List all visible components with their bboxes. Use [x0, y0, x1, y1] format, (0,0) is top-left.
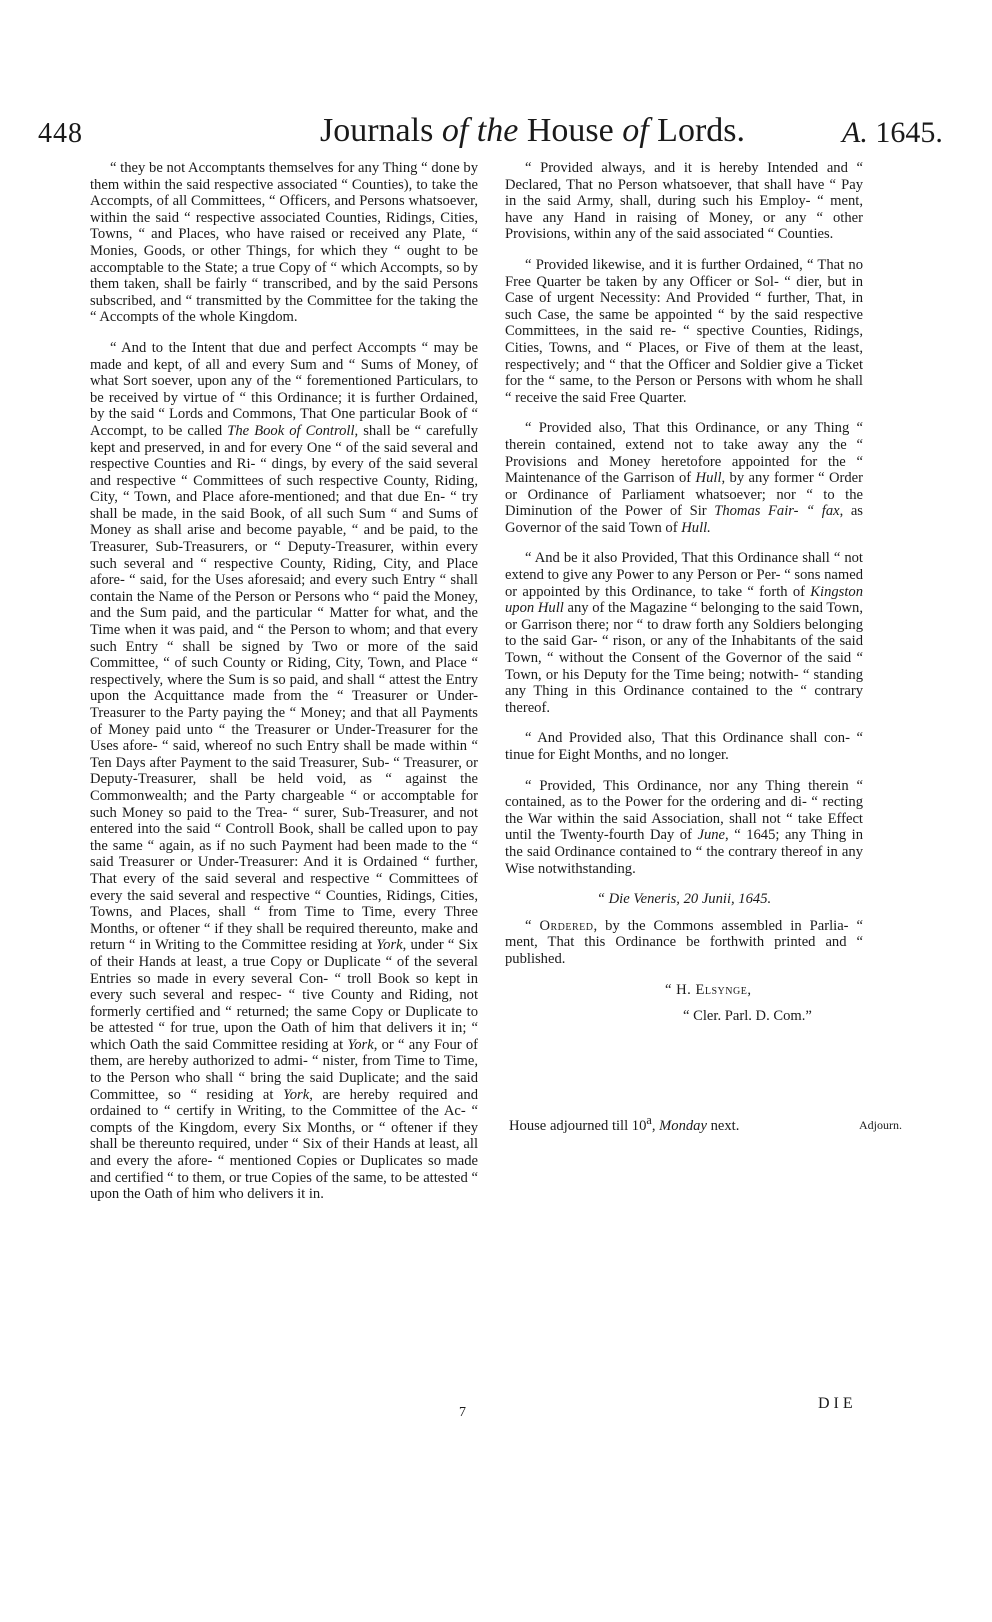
paragraph: “ And to the Intent that due and perfect Accompts “ may be made and kept, of all and every Sum and “ Sums of Money, of what Sort soever, upon any of the “ forementioned Particulars, to be received by virtue of “ this Ordinance; it is further Ordained, by the said “ Lords and Commons, That One particular Book of “ Accompt, to be called The Book of Controll, shall be “ carefully kept and preserved, in and for every One “ of the said several and respective Counties and Ri- “ dings, by every of the said several and respective “ Committees of such respective County, Riding, City, “ Town, and Place afore-mentioned; and that due En- “ try shall be made, in the said Book, of all such Sum “ and Sums of Money as shall arise and become payable, “ and be paid, to the Treasurer, Sub-Treasurers, or “ Deputy-Treasurer, within every such several and “ respective County, Riding, City, and Place afore- “ said, for the Uses aforesaid; and every such Entry “ shall contain the Name of the Person or Persons who “ paid the Money, and the Sum paid, and the particular “ Matter for what, and the Time when it was paid, and “ the Person to whom; and that every such Entry “ shall be signed by Two or more of the said Committee, “ of such County or Riding, City, Town, and Place “ respectively, where the Sum is so paid, and shall “ attest the Entry upon the Acquittance made from the “ Treasurer or Under-Treasurer to the Party paying the “ Money; and that all Payments of Money paid unto “ the Treasurer or Under-Treasurer for the Uses afore- “ said, whereof no such Entry shall be made within “ Ten Days after Payment to the said Treasurer, Sub- “ Treasurer, or Deputy-Treasurer, shall be held void, as “ against the Commonwealth; and the Party chargeable “ or accomptable for such Money so paid to the Trea- “ surer, Sub-Treasurer, and not entered into the said “ Controll Book, shall be called upon to pay the same “ again, as if no such Payment had been made to the “ said Treasurer or Under-Treasurer: And it is Ordained “ further, That every of the said several and respective “ Committees of every the said several and respective “ Counties, Ridings, Cities, Towns, and Places, shall “ from Time to Time, every Three Months, or oftener “ if they shall be required thereunto, make and return “ in Writing to the Committee residing at York, under “ Six of their Hands at least, a true Copy or Duplicate “ of the several Entries so made in every several Con- “ troll Book so kept in every such several and respec- “ tive County and Riding, not formerly certified and “ returned; the same Copy or Duplicate to be attested “ for true, upon the Oath of him that delivers it in; “ which Oath the said Committee residing at York, or “ any Four of them, are hereby authorized to admi- “ nister, from Time to Time, to the Person who shall “ bring the said Duplicate; and the said Committee, so “ residing at York, are hereby required and ordained to “ certify in Writing, to the Committee of the Ac- “ compts of the Kingdom, every Six Months, or “ oftener if they shall be thereunto required, under “ Six of their Hands at least, all and every the afore- “ mentioned Copies or Duplicates so made and certified “ to them, or true Copies of the same, to be attested “ upon the Oath of him who delivers it in. — [90, 339, 479, 1203]
page-header — [0, 0, 992, 150]
paragraph: “ Provided, This Ordinance, nor any Thing therein “ contained, as to the Power for the ordering and di- “ recting the War within the said Association, shall not “ take Effect until the Twenty-fourth Day of June, “ 1645; any Thing in the said Ordinance contained to “ the contrary thereof in any Wise notwithstanding. — [505, 777, 863, 877]
page-year: A. 1645. — [842, 116, 943, 149]
margin-note: Adjourn. — [859, 1118, 902, 1132]
side-mark: 7 — [459, 1405, 466, 1420]
left-column — [90, 160, 478, 1217]
adjourned-line: House adjourned till 10$^a$, Monday next. — [509, 1113, 740, 1134]
paragraph: “ And Provided also, That this Ordinance shall con- “ tinue for Eight Months, and no longer. — [505, 730, 863, 763]
paragraph: “ Provided likewise, and it is further Ordained, “ That no Free Quarter be taken by any Officer or Sol- “ dier, but in Case of urgent Necessity: And Provided “ further, That, in such Case, the same be appointed “ by the said respective Committees, in the said re- “ spective Counties, Ridings, Cities, Towns, and “ Places, or Five of them at the least, respectively; and “ that the Officer and Soldier give a Ticket for the “ same, to the Person or Persons with whom he shall “ receive the said Free Quarter. — [505, 256, 863, 406]
date-line: “ Die Veneris, 20 Junii, 1645. — [596, 891, 772, 908]
page-number: 448 — [38, 118, 83, 149]
paragraph: “ And be it also Provided, That this Ordinance shall “ not extend to give any Power to any Person or Per- “ sons named or appointed by this Ordinance, to take “ forth of Kingston upon Hull any of the Magazine “ belonging to the said Town, or Garrison there; nor “ to draw forth any Soldiers belonging to the said Gar- “ rison, or any of the Inhabitants of the said Town, “ without the Consent of the Governor of the said “ Town, or his Deputy for the Time being; notwith- “ standing any Thing in this Ordinance contained to the “ contrary thereof. — [505, 550, 864, 716]
signature-title: “ Cler. Parl. D. Com.” — [683, 1008, 812, 1025]
paragraph: “ Provided also, That this Ordinance, or any Thing “ therein contained, extend not to take away any the “ Provisions and Money heretofore appointed for the “ Maintenance of the Garrison of Hull, by any former “ Order or Ordinance of Parliament whatsoever; nor “ to the Diminution of the Power of Sir Thomas Fair- “ fax, as Governor of the said Town of Hull. — [505, 420, 863, 536]
catchword: DIE — [818, 1395, 857, 1412]
paragraph: “ they be not Accomptants themselves for any Thing “ done by them within the said respective associated “ Counties), to take the Accompts, of all Committees, “ Officers, and Persons whatsoever, within the said “ respective associated Counties, Ridings, Cities, Towns, “ and Places, who have raised or received any Plate, “ Monies, Goods, or other Things, for which they “ ought to be accomptable to the State; a true Copy of “ which Accompts, so by them taken, shall be fairly “ transcribed, and by the said Persons subscribed, and “ transmitted by the Committee for the taking the “ Accompts of the whole Kingdom. — [90, 160, 478, 326]
ordered-paragraph: “ Ordered, by the Commons assembled in Parlia- “ ment, That this Ordinance be forthwith printed and “ published. — [505, 917, 863, 967]
paragraph: “ Provided always, and it is hereby Intended and “ Declared, That no Person whatsoever, that shall have “ Pay in the said Army, shall, during such his Employ- “ ment, have any Hand in raising of Money, or any “ other Provisions, within any of the said associated “ Counties. — [505, 160, 863, 243]
page-title: Journals of the House of Lords. — [320, 112, 745, 149]
signature-name: “ H. Elsynge, — [665, 981, 752, 998]
right-column — [505, 160, 863, 1039]
